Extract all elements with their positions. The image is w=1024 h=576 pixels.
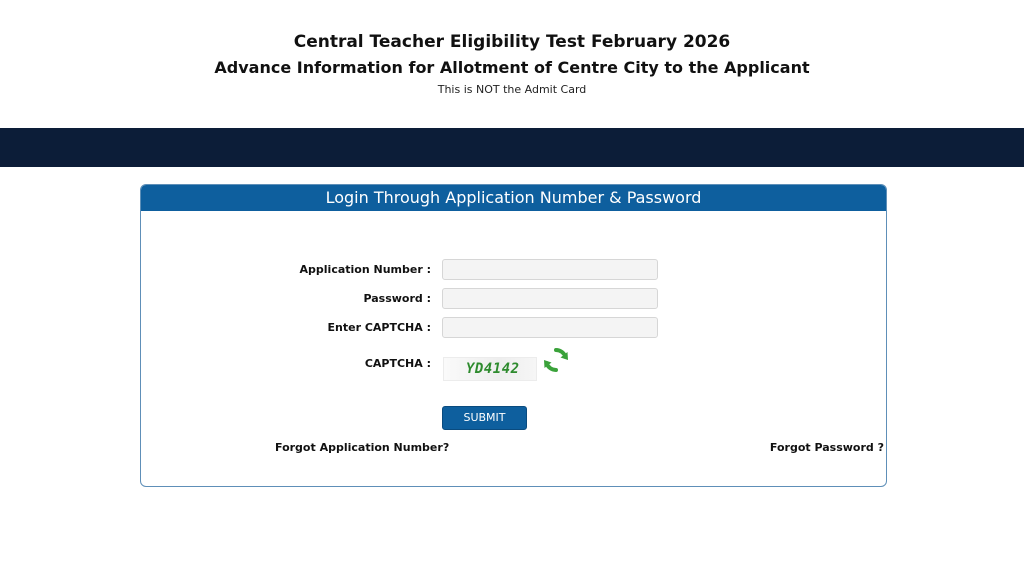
login-panel xyxy=(140,184,887,487)
page-title: Central Teacher Eligibility Test February 2026 xyxy=(293,32,731,52)
application-number-label: Application Number : xyxy=(299,263,431,276)
admit-card-notice: This is NOT the Admit Card xyxy=(437,83,587,96)
captcha-input[interactable] xyxy=(442,317,658,338)
captcha-label: CAPTCHA : xyxy=(364,357,431,370)
submit-button[interactable]: SUBMIT xyxy=(442,406,527,430)
page-subtitle: Advance Information for Allotment of Centre City to the Applicant xyxy=(214,58,810,77)
forgot-password-link[interactable]: Forgot Password ? xyxy=(769,441,884,454)
nav-bar xyxy=(0,128,1024,167)
password-input[interactable] xyxy=(442,288,658,309)
captcha-input-label: Enter CAPTCHA : xyxy=(327,321,431,334)
login-panel-heading: Login Through Application Number & Password xyxy=(141,185,886,211)
forgot-application-number-link[interactable]: Forgot Application Number? xyxy=(275,441,450,454)
application-number-input[interactable] xyxy=(442,259,658,280)
refresh-icon[interactable] xyxy=(542,346,570,374)
captcha-image xyxy=(443,357,537,381)
password-label: Password : xyxy=(363,292,431,305)
captcha-text: YD4142 xyxy=(466,361,520,377)
